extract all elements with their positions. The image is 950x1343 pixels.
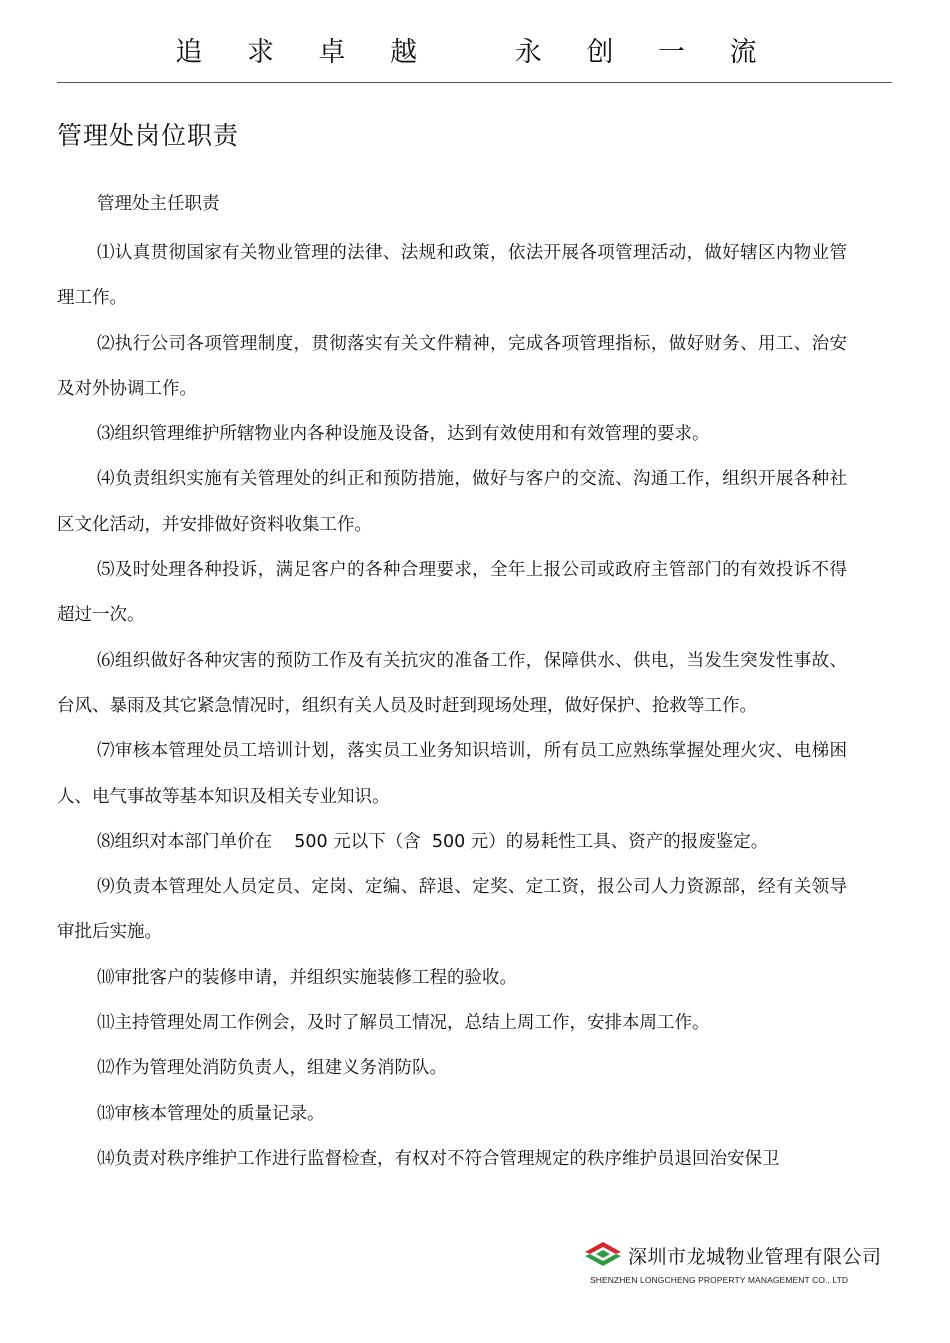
header-divider bbox=[57, 82, 892, 83]
section-heading: 管理处主任职责 bbox=[97, 194, 220, 214]
duty-item-5: ⑸及时处理各种投诉，满足客户的各种合理要求，全年上报公司或政府主管部门的有效投诉不得超过一次。 bbox=[57, 560, 847, 626]
header-motto: 追 求 卓 越 永 创 一 流 bbox=[175, 37, 775, 68]
company-name-en: SHENZHEN LONGCHENG PROPERTY MANAGEMENT CO., LTD bbox=[590, 1275, 849, 1285]
duty-item-14: ⒁负责对秩序维护工作进行监督检查，有权对不符合管理规定的秩序维护员退回治安保卫 bbox=[97, 1148, 780, 1169]
duty-item-2: ⑵执行公司各项管理制度，贯彻落实有关文件精神，完成各项管理指标，做好财务、用工、治安及对外协调工作。 bbox=[57, 333, 847, 399]
duty-item-7: ⑺审核本管理处员工培训计划，落实员工业务知识培训，所有员工应熟练掌握处理火灾、电梯困人、电气事故等基本知识及相关专业知识。 bbox=[57, 741, 847, 807]
duty-item-6: ⑹组织做好各种灾害的预防工作及有关抗灾的准备工作，保障供水、供电，当发生突发性事故、台风、暴雨及其它紧急情况时，组织有关人员及时赶到现场处理，做好保护、抢救等工作。 bbox=[57, 650, 847, 716]
duty-item-8: ⑻组织对本部门单价在 500 元以下（含 500 元）的易耗性工具、资产的报废鉴定。 bbox=[97, 831, 769, 852]
duty-item-9: ⑼负责本管理处人员定员、定岗、定编、辞退、定奖、定工资，报公司人力资源部，经有关领导审批后实施。 bbox=[57, 877, 847, 943]
duty-item-10: ⑽审批客户的装修申请，并组织实施装修工程的验收。 bbox=[97, 967, 517, 988]
longcheng-logo-icon bbox=[583, 1240, 623, 1268]
duty-list bbox=[57, 231, 847, 1182]
duty-item-12: ⑿作为管理处消防负责人，组建义务消防队。 bbox=[97, 1058, 447, 1079]
duty-item-4: ⑷负责组织实施有关管理处的纠正和预防措施，做好与客户的交流、沟通工作，组织开展各种社区文化活动，并安排做好资料收集工作。 bbox=[57, 469, 847, 535]
duty-item-11: ⑾主持管理处周工作例会，及时了解员工情况，总结上周工作，安排本周工作。 bbox=[97, 1013, 710, 1034]
company-name-cn: 深圳市龙城物业管理有限公司 bbox=[628, 1246, 882, 1268]
document-title: 管理处岗位职责 bbox=[57, 121, 240, 150]
duty-item-3: ⑶组织管理维护所辖物业内各种设施及设备，达到有效使用和有效管理的要求。 bbox=[97, 424, 710, 445]
logo-center-diamond bbox=[596, 1250, 610, 1258]
duty-item-1: ⑴认真贯彻国家有关物业管理的法律、法规和政策，依法开展各项管理活动，做好辖区内物业管理工作。 bbox=[57, 243, 847, 309]
duty-item-13: ⒀审核本管理处的质量记录。 bbox=[97, 1103, 325, 1124]
